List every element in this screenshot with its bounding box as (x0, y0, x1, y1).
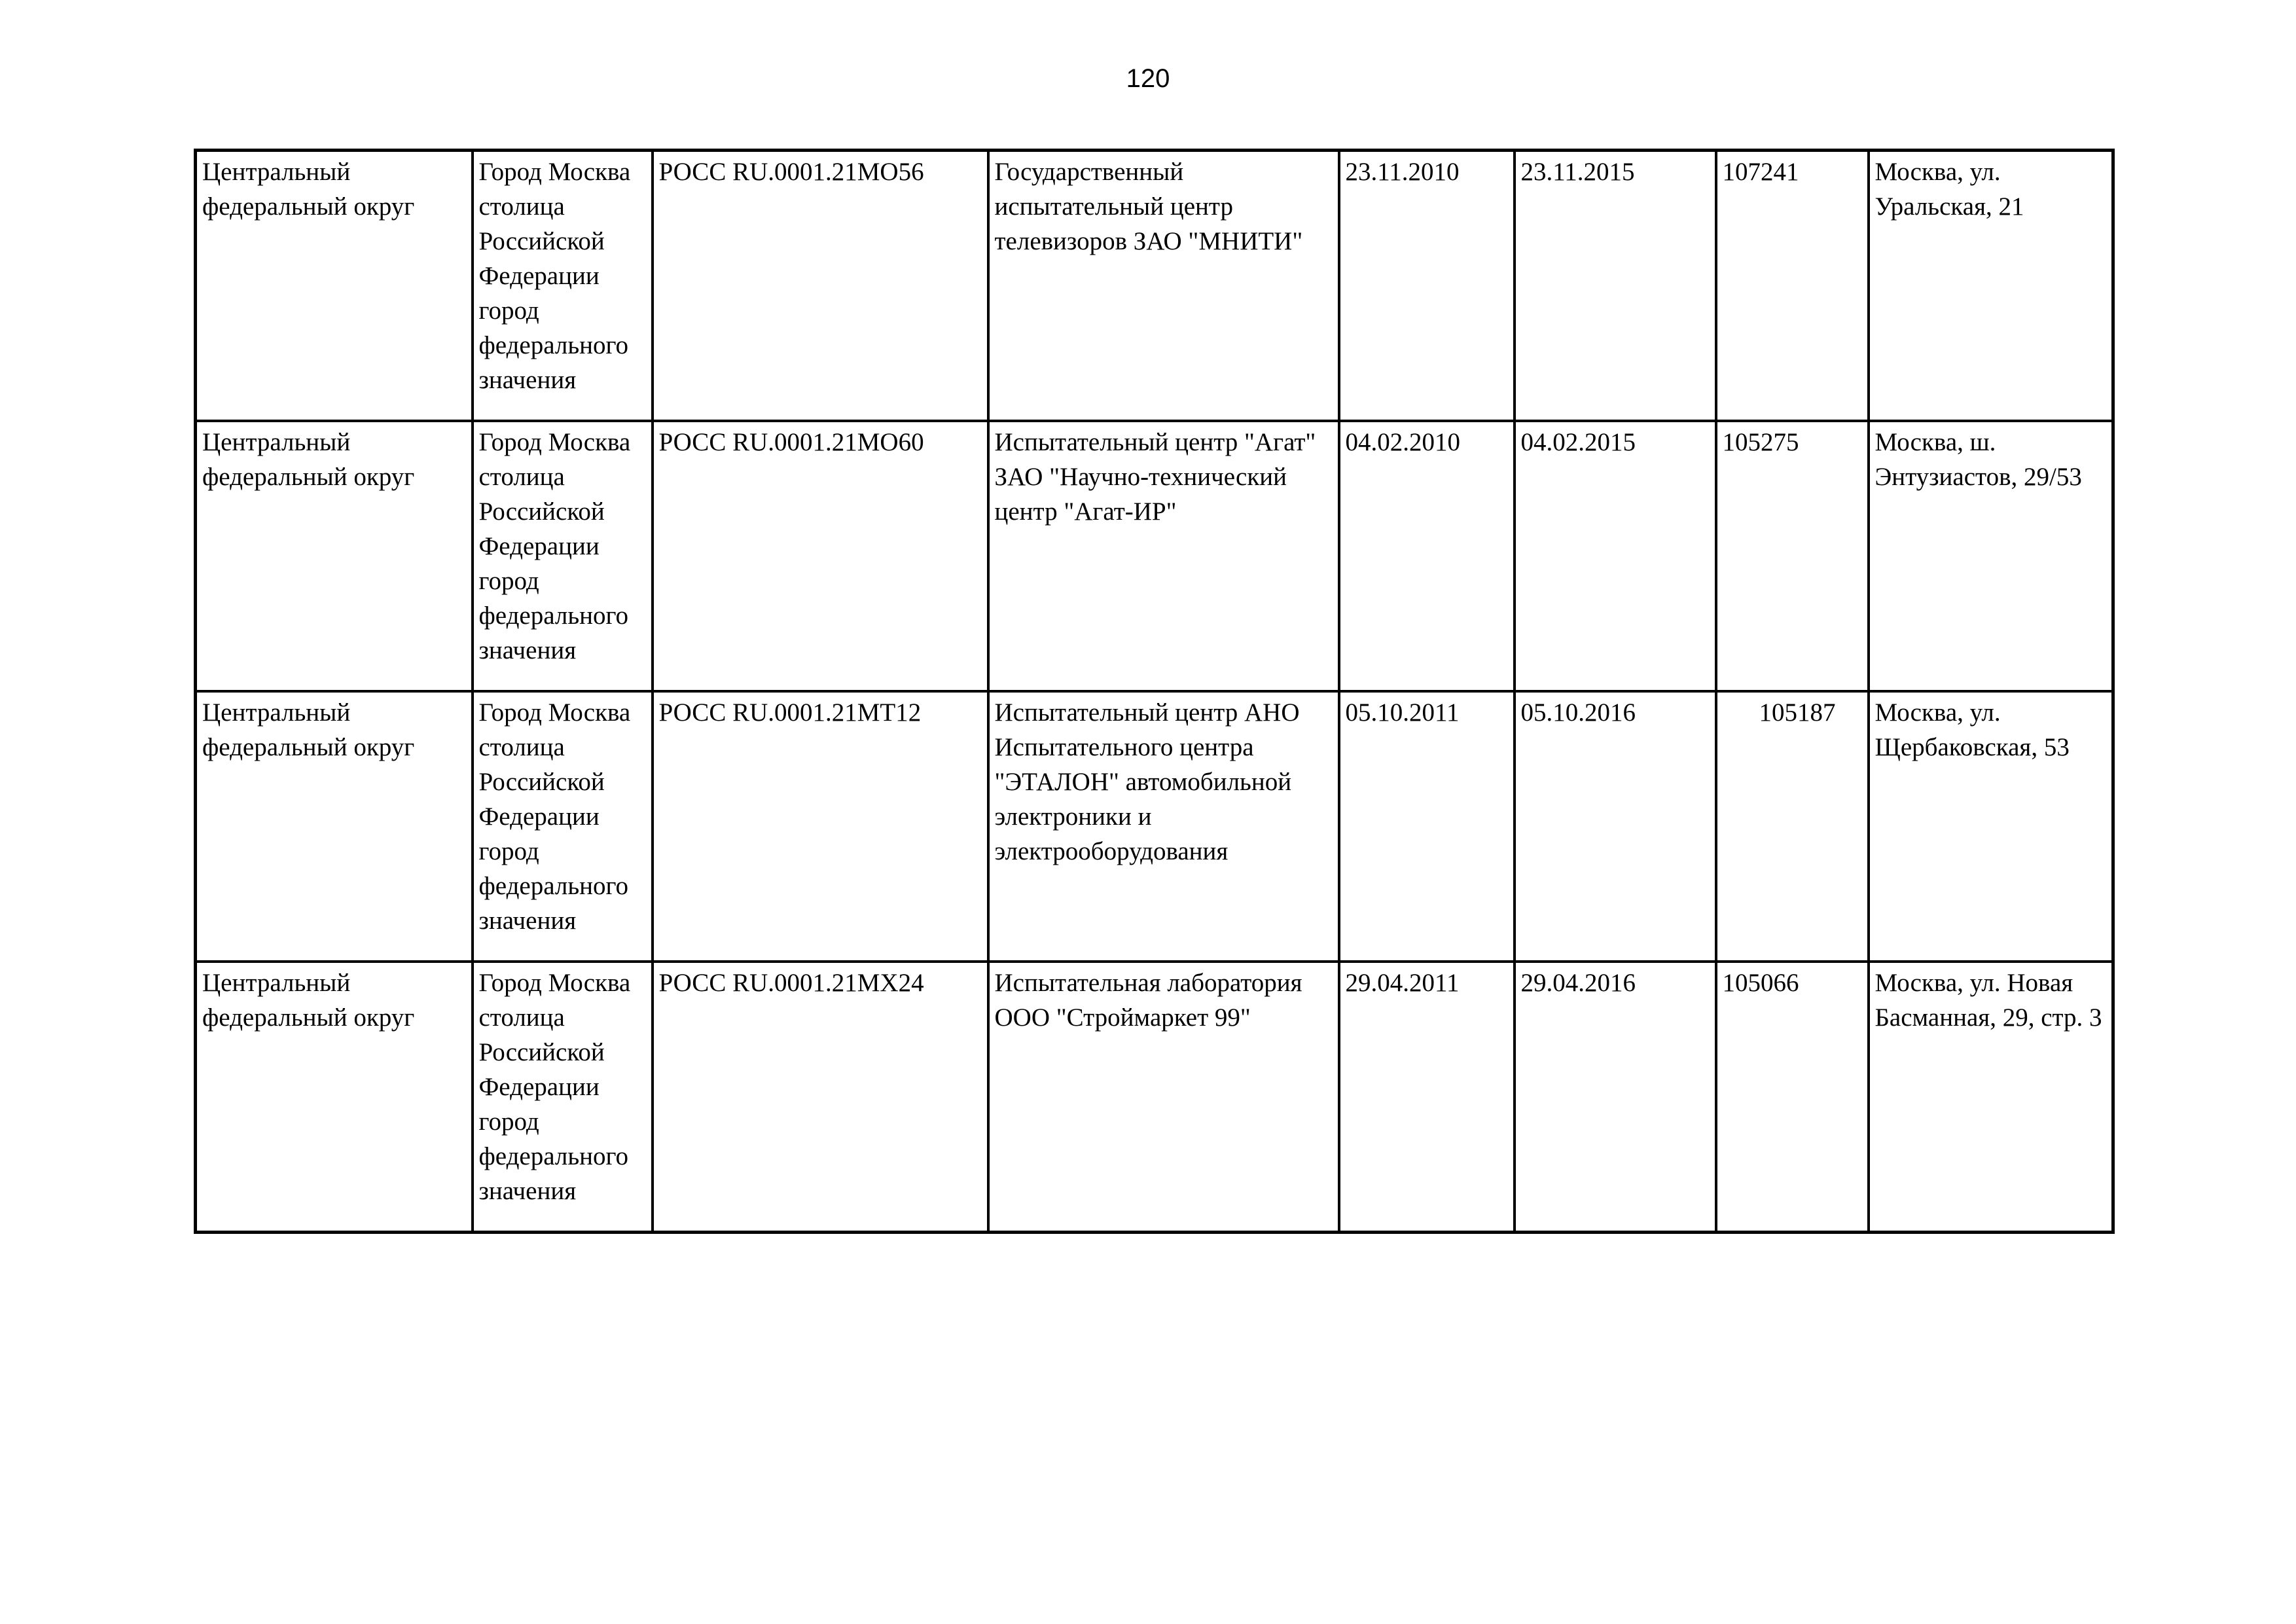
organization-cell: Испытательный центр "Агат" ЗАО "Научно-технический центр "Агат-ИР" (988, 421, 1339, 691)
accreditation-number-cell: РОСС RU.0001.21МХ24 (653, 962, 988, 1233)
postcode-cell: 105275 (1716, 421, 1869, 691)
date-from-cell: 05.10.2011 (1339, 691, 1515, 962)
region-cell: Город Москва столица Российской Федерации город федерального значения (473, 962, 653, 1233)
organization-cell: Испытательный центр АНО Испытательного центра "ЭТАЛОН" автомобильной электроники и электрооборудования (988, 691, 1339, 962)
address-cell: Москва, ул. Щербаковская, 53 (1869, 691, 2113, 962)
region-cell: Город Москва столица Российской Федерации город федерального значения (473, 421, 653, 691)
postcode-cell: 105187 (1716, 691, 1869, 962)
postcode-cell: 107241 (1716, 151, 1869, 422)
date-to-cell: 05.10.2016 (1515, 691, 1716, 962)
date-to-cell: 29.04.2016 (1515, 962, 1716, 1233)
district-cell: Центральный федеральный округ (196, 421, 473, 691)
date-from-cell: 29.04.2011 (1339, 962, 1515, 1233)
region-cell: Город Москва столица Российской Федерации город федерального значения (473, 151, 653, 422)
page-number: 120 (1126, 64, 1170, 93)
table-row (196, 151, 2113, 422)
table-row (196, 691, 2113, 962)
organization-cell: Государственный испытательный центр телевизоров ЗАО "МНИТИ" (988, 151, 1339, 422)
district-cell: Центральный федеральный округ (196, 691, 473, 962)
date-from-cell: 23.11.2010 (1339, 151, 1515, 422)
organization-cell: Испытательная лаборатория ООО "Строймаркет 99" (988, 962, 1339, 1233)
accreditation-number-cell: РОСС RU.0001.21МО60 (653, 421, 988, 691)
accreditation-number-cell: РОСС RU.0001.21МТ12 (653, 691, 988, 962)
accreditation-number-cell: РОСС RU.0001.21МО56 (653, 151, 988, 422)
postcode-cell: 105066 (1716, 962, 1869, 1233)
district-cell: Центральный федеральный округ (196, 962, 473, 1233)
date-from-cell: 04.02.2010 (1339, 421, 1515, 691)
table-row (196, 421, 2113, 691)
date-to-cell: 23.11.2015 (1515, 151, 1716, 422)
district-cell: Центральный федеральный округ (196, 151, 473, 422)
accreditation-table (194, 149, 2115, 1234)
table-row (196, 962, 2113, 1233)
date-to-cell: 04.02.2015 (1515, 421, 1716, 691)
region-cell: Город Москва столица Российской Федерации город федерального значения (473, 691, 653, 962)
address-cell: Москва, ул. Новая Басманная, 29, стр. 3 (1869, 962, 2113, 1233)
address-cell: Москва, ш. Энтузиастов, 29/53 (1869, 421, 2113, 691)
address-cell: Москва, ул. Уральская, 21 (1869, 151, 2113, 422)
